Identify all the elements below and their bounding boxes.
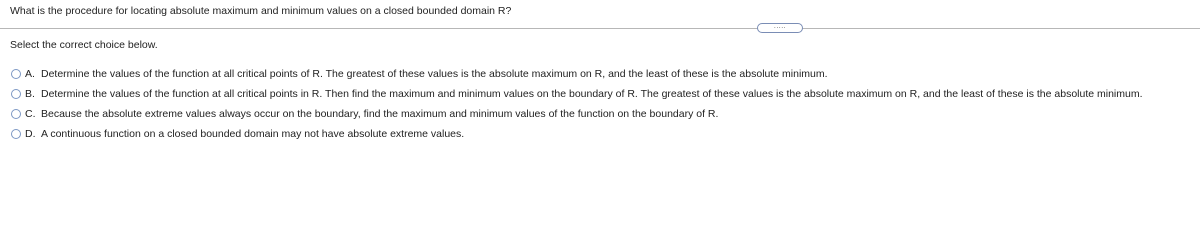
choice-a[interactable]: [11, 67, 1196, 81]
choice-text-b: Determine the values of the function at all critical points in R. Then find the maximum and minimum values on the boundary of R. The greatest of these values is the absolute maximum on R, and the least of these is the absolute minimum.: [41, 88, 1143, 100]
choice-text-a: Determine the values of the function at all critical points of R. The greatest of these values is the absolute maximum on R, and the least of these is the absolute minimum.: [41, 68, 828, 80]
radio-button-c[interactable]: [11, 109, 21, 119]
instruction-text: Select the correct choice below.: [10, 39, 158, 51]
choice-d[interactable]: [11, 127, 1196, 141]
choice-letter-b: B.: [25, 88, 35, 100]
choice-letter-a: A.: [25, 68, 35, 80]
radio-button-a[interactable]: [11, 69, 21, 79]
choice-b[interactable]: [11, 87, 1196, 101]
radio-button-d[interactable]: [11, 129, 21, 139]
answer-choices: [11, 67, 1196, 147]
choice-text-c: Because the absolute extreme values always occur on the boundary, find the maximum and minimum values of the function on the boundary of R.: [41, 108, 719, 120]
choice-letter-c: C.: [25, 108, 36, 120]
radio-button-b[interactable]: [11, 89, 21, 99]
question-text: What is the procedure for locating absolute maximum and minimum values on a closed bounded domain R?: [10, 5, 512, 17]
choice-text-d: A continuous function on a closed bounded domain may not have absolute extreme values.: [41, 128, 465, 140]
choice-letter-d: D.: [25, 128, 36, 140]
section-divider: [0, 28, 1200, 29]
ellipsis-icon: .....: [773, 23, 787, 30]
choice-c[interactable]: [11, 107, 1196, 121]
expand-more-button[interactable]: [757, 23, 803, 33]
